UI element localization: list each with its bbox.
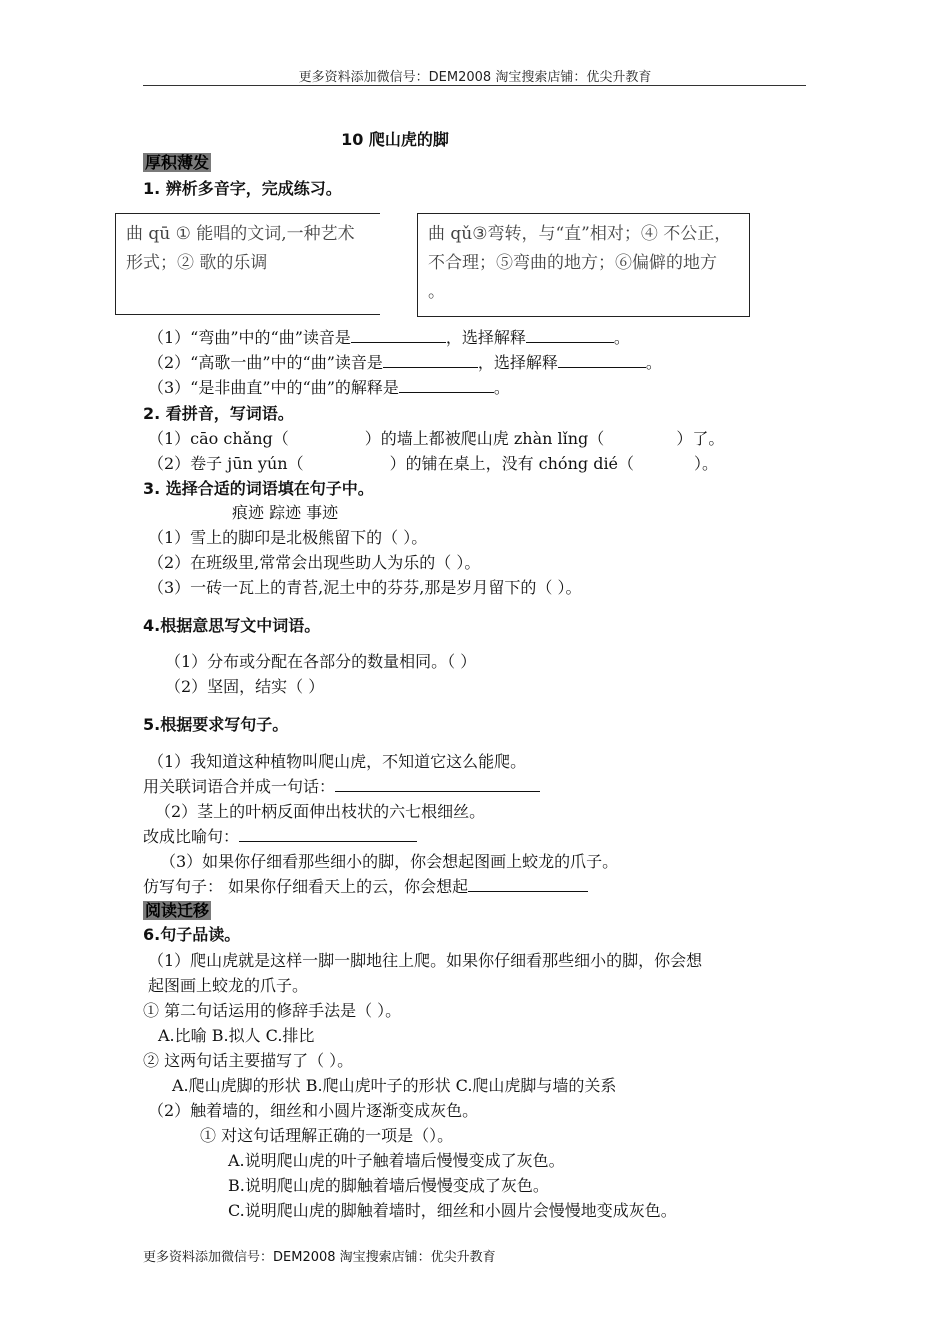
q1-item-3-end: 。 — [493, 378, 510, 397]
q5-task-3 — [143, 874, 588, 897]
q2-1-c: ）了。 — [676, 429, 725, 448]
q6-passage-1-line-2: 起图画上蛟龙的爪子。 — [148, 976, 309, 995]
answer-blank[interactable] — [239, 827, 417, 842]
q2-2-a: （2）卷子 jūn yún（ — [148, 454, 304, 473]
q1-item-1-mid: ，选择解释 — [445, 328, 526, 347]
answer-blank[interactable] — [468, 877, 588, 892]
q6-option-c: C.说明爬山虎的脚触着墙时，细丝和小圆片会慢慢地变成灰色。 — [228, 1201, 677, 1220]
q1-item-1-end: 。 — [613, 328, 630, 347]
q3-item-2: （2）在班级里,常常会出现些助人为乐的（ ）。 — [148, 553, 481, 572]
answer-blank[interactable] — [399, 378, 494, 393]
q3-heading: 3. 选择合适的词语填在句子中。 — [143, 479, 374, 498]
q6-passage-1-line-1: （1）爬山虎就是这样一脚一脚地往上爬。如果你仔细看那些细小的脚，你会想 — [148, 951, 703, 970]
q6-option-a: A.说明爬山虎的叶子触着墙后慢慢变成了灰色。 — [228, 1151, 565, 1170]
answer-blank[interactable] — [335, 777, 540, 792]
q4-item-1: （1）分布或分配在各部分的数量相同。（ ） — [165, 652, 477, 671]
q2-item-1 — [148, 426, 724, 449]
q6-sub-question-2: ② 这两句话主要描写了（ ）。 — [143, 1051, 354, 1070]
section-label-1 — [143, 150, 211, 173]
q1-item-2 — [148, 350, 662, 373]
q6-sub-question-1: ① 第二句话运用的修辞手法是（ ）。 — [143, 1001, 402, 1020]
q5-task-2 — [143, 824, 417, 847]
q6-sub-question-2-options: A.爬山虎脚的形状 B.爬山虎叶子的形状 C.爬山虎脚与墙的关系 — [172, 1076, 617, 1095]
q1-heading: 1. 辨析多音字，完成练习。 — [143, 179, 342, 198]
page-title: 10 爬山虎的脚 — [341, 130, 449, 149]
q5-heading: 5.根据要求写句子。 — [143, 715, 289, 734]
q5-sentence-1: （1）我知道这种植物叫爬山虎，不知道它这么能爬。 — [148, 752, 527, 771]
section-1-text: 厚积薄发 — [145, 153, 210, 172]
q1-item-2-mid: ，选择解释 — [477, 353, 558, 372]
q2-heading: 2. 看拼音，写词语。 — [143, 404, 294, 423]
answer-blank[interactable] — [351, 328, 446, 343]
q4-heading: 4.根据意思写文中词语。 — [143, 616, 321, 635]
q6-passage-2: （2）触着墙的，细丝和小圆片逐渐变成灰色。 — [148, 1101, 479, 1120]
q5-sentence-2: （2）茎上的叶柄反面伸出枝状的六七根细丝。 — [155, 802, 486, 821]
q2-item-2 — [148, 451, 718, 474]
q4-item-2: （2）坚固，结实（ ） — [165, 677, 325, 696]
q1-item-2-end: 。 — [645, 353, 662, 372]
q6-sub-question-3: ① 对这句话理解正确的一项是（）。 — [200, 1126, 454, 1145]
answer-blank[interactable] — [383, 353, 478, 368]
q5-sentence-3: （3）如果你仔细看那些细小的脚，你会想起图画上蛟龙的爪子。 — [160, 852, 619, 871]
q3-item-1: （1）雪上的脚印是北极熊留下的（ ）。 — [148, 528, 428, 547]
header-divider — [143, 85, 806, 86]
q2-2-c: ）。 — [694, 454, 719, 473]
page-footer: 更多资料添加微信号：DEM2008 淘宝搜索店铺：优尖升教育 — [143, 1250, 496, 1265]
page-header: 更多资料添加微信号：DEM2008 淘宝搜索店铺：优尖升教育 — [298, 70, 652, 85]
q5-task-1-text: 用关联词语合并成一句话： — [143, 777, 336, 796]
answer-blank[interactable] — [526, 328, 614, 343]
q2-2-b: ）的铺在桌上，没有 chóng dié（ — [389, 454, 635, 473]
q2-1-a: （1）cāo chǎng（ — [148, 429, 289, 448]
q6-sub-question-1-options: A.比喻 B.拟人 C.排比 — [158, 1026, 315, 1045]
q1-item-2-text: （2）“高歌一曲”中的“曲”读音是 — [148, 353, 383, 372]
section-label-2 — [143, 898, 211, 921]
answer-blank[interactable] — [558, 353, 646, 368]
q5-task-1 — [143, 774, 540, 797]
q6-option-b: B.说明爬山虎的脚触着墙后慢慢变成了灰色。 — [228, 1176, 549, 1195]
q5-task-2-text: 改成比喻句： — [143, 827, 240, 846]
q3-item-3: （3）一砖一瓦上的青苔,泥土中的芬芬,那是岁月留下的（ ）。 — [148, 578, 582, 597]
q1-item-3 — [148, 375, 510, 398]
q1-item-3-text: （3）“是非曲直”中的“曲”的解释是 — [148, 378, 399, 397]
polyphone-box-left: 曲 qū ① 能唱的文词,一种艺术形式；② 歌的乐调 — [115, 213, 380, 315]
q1-item-1 — [148, 325, 630, 348]
polyphone-box-right: 曲 qǔ③弯转，与“直”相对；④ 不公正，不合理；⑤弯曲的地方；⑥偏僻的地方 。 — [417, 213, 750, 317]
q1-item-1-text: （1）“弯曲”中的“曲”读音是 — [148, 328, 351, 347]
q6-heading: 6.句子品读。 — [143, 925, 241, 944]
q5-task-3-text: 仿写句子： 如果你仔细看天上的云，你会想起 — [143, 877, 469, 896]
q3-options: 痕迹 踪迹 事迹 — [232, 503, 339, 522]
q2-1-b: ）的墙上都被爬山虎 zhàn lǐng（ — [364, 429, 605, 448]
section-2-text: 阅读迁移 — [145, 901, 210, 920]
